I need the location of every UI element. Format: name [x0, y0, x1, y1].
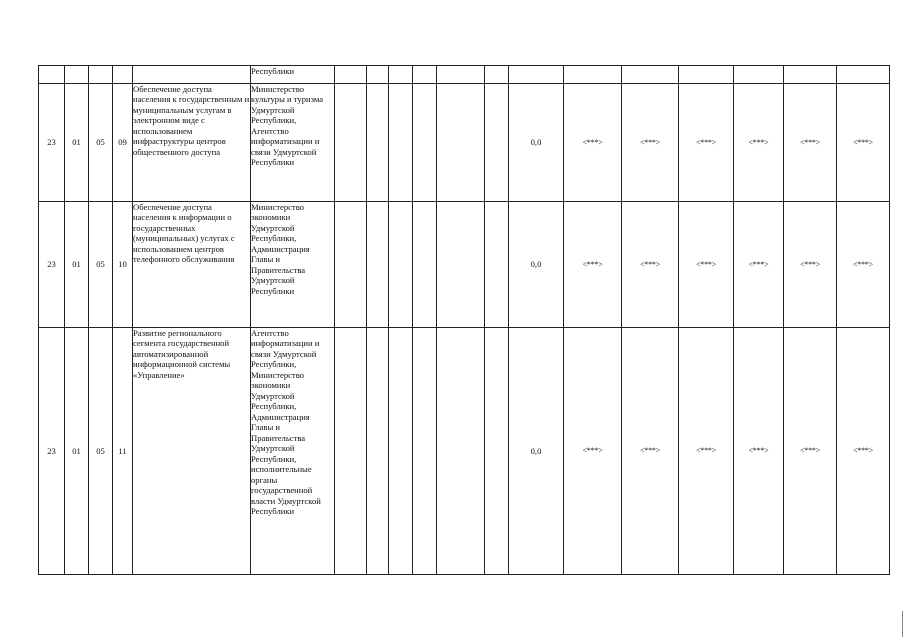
- cell-empty: [837, 66, 890, 84]
- cell-empty: [389, 84, 413, 202]
- cell-executor: Министерство экономики Удмуртской Республики, Администрация Главы и Правительства Удмуртской Республики: [251, 202, 335, 328]
- cell-executor: Министерство культуры и туризма Удмуртской Республики, Агентство информатизации и связи Удмуртской Республики: [251, 84, 335, 202]
- cell-mark: <***>: [734, 84, 784, 202]
- cell-empty: [679, 66, 734, 84]
- cell-empty: [335, 328, 367, 575]
- cell-mark: <***>: [679, 202, 734, 328]
- cell-name: Обеспечение доступа населения к информации о государственных (муниципальных) услугах с использованием центров телефонного обслуживания: [133, 202, 251, 328]
- cell-empty: [389, 202, 413, 328]
- cell-gp: 23: [39, 328, 65, 575]
- table-row: [39, 202, 890, 328]
- cell-gp: 23: [39, 202, 65, 328]
- cell-empty: [389, 328, 413, 575]
- cell-empty: [413, 328, 437, 575]
- cell-mark: <***>: [784, 202, 837, 328]
- table-row: [39, 84, 890, 202]
- cell-empty: [509, 66, 564, 84]
- cell-mark: <***>: [734, 328, 784, 575]
- resource-table: [38, 65, 890, 575]
- cell-empty: [367, 66, 389, 84]
- cell-gp: 23: [39, 84, 65, 202]
- cell-empty: [335, 202, 367, 328]
- cell-gp: [39, 66, 65, 84]
- cell-m: [113, 66, 133, 84]
- cell-om: 05: [89, 84, 113, 202]
- cell-value: 0,0: [509, 84, 564, 202]
- cell-m: 10: [113, 202, 133, 328]
- cell-empty: [437, 202, 485, 328]
- cell-empty: [485, 84, 509, 202]
- cell-name: Обеспечение доступа населения к государственным и муниципальным услугам в электронном виде с использованием инфраструктуры центров общественного доступа: [133, 84, 251, 202]
- cell-empty: [367, 84, 389, 202]
- cell-mark: <***>: [679, 84, 734, 202]
- cell-m: 09: [113, 84, 133, 202]
- cell-om: 05: [89, 328, 113, 575]
- cell-mark: <***>: [564, 202, 622, 328]
- cell-mark: <***>: [837, 84, 890, 202]
- cell-empty: [389, 66, 413, 84]
- cell-mark: <***>: [564, 84, 622, 202]
- cell-empty: [622, 66, 679, 84]
- cell-empty: [367, 202, 389, 328]
- cell-mark: <***>: [784, 328, 837, 575]
- cell-pp: 01: [65, 202, 89, 328]
- cell-empty: [485, 66, 509, 84]
- cell-name: Развитие регионального сегмента государственной автоматизированной информационной системы «Управление»: [133, 328, 251, 575]
- cell-empty: [485, 202, 509, 328]
- cell-empty: [564, 66, 622, 84]
- cell-om: [89, 66, 113, 84]
- cell-name: [133, 66, 251, 84]
- cell-empty: [437, 328, 485, 575]
- cell-empty: [784, 66, 837, 84]
- cell-empty: [485, 328, 509, 575]
- cell-value: 0,0: [509, 202, 564, 328]
- cell-empty: [367, 328, 389, 575]
- cell-mark: <***>: [622, 328, 679, 575]
- cell-mark: <***>: [679, 328, 734, 575]
- cell-executor: Республики: [251, 66, 335, 84]
- cell-value: 0,0: [509, 328, 564, 575]
- cell-empty: [734, 66, 784, 84]
- cell-mark: <***>: [622, 84, 679, 202]
- cell-om: 05: [89, 202, 113, 328]
- cell-empty: [335, 84, 367, 202]
- cell-mark: <***>: [784, 84, 837, 202]
- cell-pp: 01: [65, 84, 89, 202]
- cell-empty: [437, 84, 485, 202]
- cell-pp: 01: [65, 328, 89, 575]
- cell-empty: [413, 84, 437, 202]
- cell-mark: <***>: [837, 202, 890, 328]
- cell-pp: [65, 66, 89, 84]
- cell-empty: [413, 202, 437, 328]
- cell-m: 11: [113, 328, 133, 575]
- table-row: [39, 328, 890, 575]
- cell-mark: <***>: [564, 328, 622, 575]
- cell-mark: <***>: [622, 202, 679, 328]
- cell-empty: [437, 66, 485, 84]
- cell-mark: <***>: [734, 202, 784, 328]
- cell-empty: [335, 66, 367, 84]
- scan-edge-mark: [902, 611, 903, 637]
- cell-empty: [413, 66, 437, 84]
- cell-executor: Агентство информатизации и связи Удмуртской Республики, Министерство экономики Удмуртской Республики, Администрация Главы и Правительства Удмуртской Республики, исполнительные органы государственной власти Удмуртской Республики: [251, 328, 335, 575]
- table-row-continuation: [39, 66, 890, 84]
- cell-mark: <***>: [837, 328, 890, 575]
